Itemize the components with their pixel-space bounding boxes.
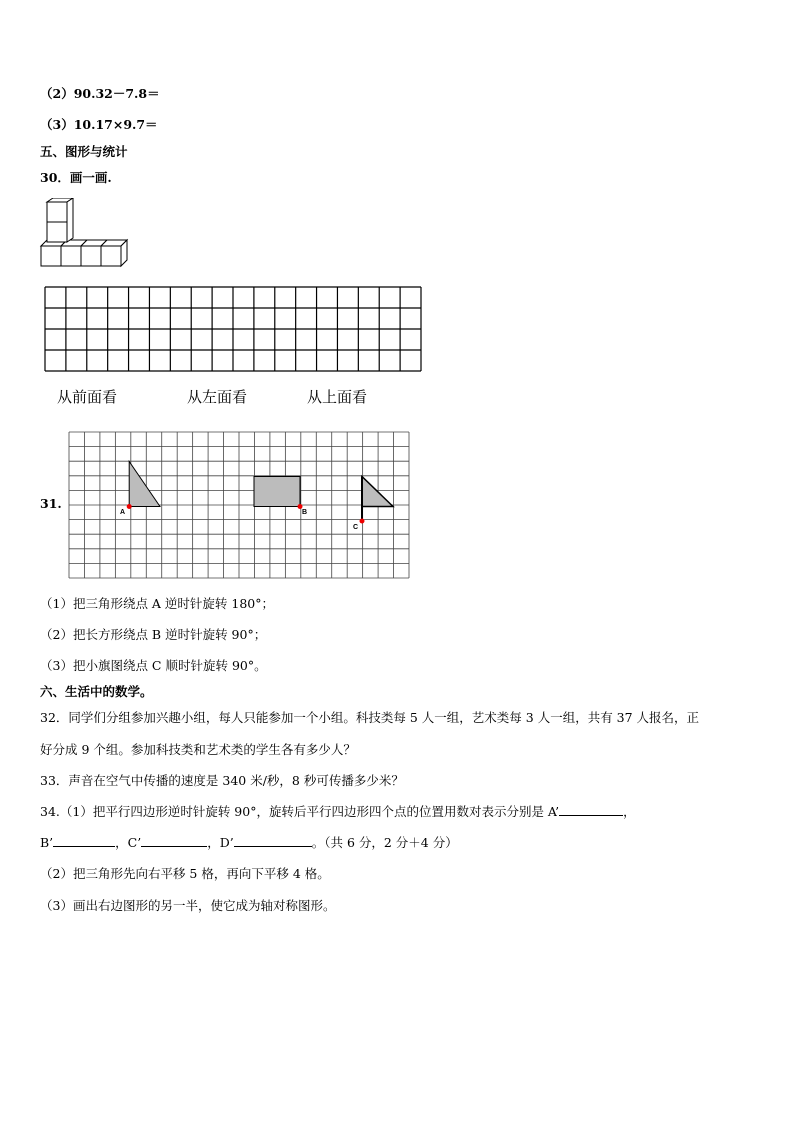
q34-comma: ， bbox=[623, 804, 636, 819]
drawing-grid[interactable] bbox=[44, 286, 422, 372]
answer-blank-a[interactable] bbox=[559, 803, 623, 816]
point-c-marker bbox=[360, 519, 365, 524]
label-b: B’ bbox=[40, 835, 54, 850]
q34-line-1 bbox=[40, 802, 636, 820]
q34-line-2 bbox=[40, 833, 458, 851]
q29-item-2: （2）90.32－7.8＝ bbox=[40, 86, 160, 101]
label-top-view: 从上面看 bbox=[307, 388, 368, 406]
label-c: ，C’ bbox=[115, 835, 142, 850]
point-c-label: C bbox=[353, 524, 359, 531]
triangle-shape bbox=[129, 462, 160, 507]
label-d: ，D’ bbox=[207, 835, 234, 850]
answer-blank-c[interactable] bbox=[141, 834, 207, 847]
answer-blank-b[interactable] bbox=[53, 834, 115, 847]
q33: 33．声音在空气中传播的速度是 340 米/秒，8 秒可传播多少米？ bbox=[40, 773, 404, 788]
point-b-label: B bbox=[302, 509, 308, 516]
q30-title: 30．画一画. bbox=[40, 170, 112, 185]
q31-item-1: （1）把三角形绕点 A 逆时针旋转 180°； bbox=[40, 596, 275, 611]
flag-shape bbox=[362, 477, 393, 507]
point-a-label: A bbox=[120, 509, 126, 516]
q34-item-3: （3）画出右边图形的另一半，使它成为轴对称图形。 bbox=[40, 898, 336, 913]
section-6-heading: 六、生活中的数学。 bbox=[40, 684, 153, 699]
label-left-view: 从左面看 bbox=[187, 388, 248, 406]
rotation-grid[interactable] bbox=[68, 431, 410, 581]
label-front-view: 从前面看 bbox=[57, 388, 118, 406]
q31-item-3: （3）把小旗图绕点 C 顺时针旋转 90°。 bbox=[40, 658, 267, 673]
q34-score-note: 。（共 6 分，2 分＋4 分） bbox=[311, 835, 458, 850]
point-a-marker bbox=[127, 504, 132, 509]
q34-item-2: （2）把三角形先向右平移 5 格，再向下平移 4 格。 bbox=[40, 866, 330, 881]
rectangle-shape bbox=[254, 477, 300, 507]
section-5-heading: 五、图形与统计 bbox=[40, 144, 128, 159]
q32-line-1: 32．同学们分组参加兴趣小组，每人只能参加一个小组。科技类每 5 人一组，艺术类每 3 人一组，共有 37 人报名，正 bbox=[40, 710, 700, 725]
cubes-figure bbox=[38, 198, 136, 268]
answer-blank-d[interactable] bbox=[234, 834, 312, 847]
q34-part-1-text: 34.（1）把平行四边形逆时针旋转 90°，旋转后平行四边形四个点的位置用数对表示分别是 A’ bbox=[40, 804, 560, 819]
q31-number: 31. bbox=[40, 496, 62, 511]
q29-item-3: （3）10.17×9.7＝ bbox=[40, 117, 158, 132]
q31-item-2: （2）把长方形绕点 B 逆时针旋转 90°； bbox=[40, 627, 267, 642]
q32-line-2: 好分成 9 个组。参加科技类和艺术类的学生各有多少人？ bbox=[40, 742, 356, 757]
